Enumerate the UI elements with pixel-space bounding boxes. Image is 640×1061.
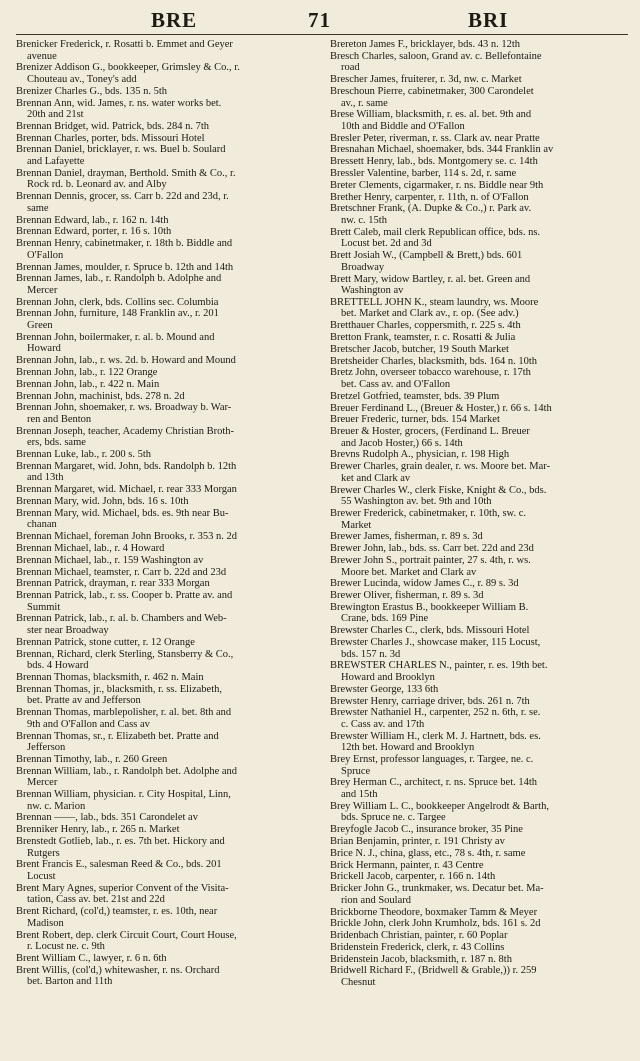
entry-line: BRETTELL JOHN K., steam laundry, ws. Moore (330, 296, 539, 308)
directory-entry (330, 930, 628, 942)
page-header (16, 6, 628, 32)
entry-continuation-line: Mercer (27, 284, 58, 296)
directory-entry (330, 250, 628, 273)
directory-entry (330, 74, 628, 86)
entry-continuation-line: ren and Benton (27, 413, 92, 425)
directory-entry (16, 262, 314, 274)
entry-line: Brennan John, lab., r. 422 n. Main (16, 378, 160, 390)
entry-line: Brenniker Henry, lab., r. 265 n. Market (16, 824, 180, 836)
directory-entry (16, 355, 314, 367)
entry-continuation-line: bds. 157 n. 3d (341, 648, 401, 660)
directory-entry (330, 144, 628, 156)
left-column (16, 39, 314, 989)
entry-line: Brey Ernst, professor languages, r. Targee, ne. c. (330, 754, 534, 766)
entry-line: Bresnahan Michael, shoemaker, bds. 344 Franklin av (330, 144, 554, 156)
entry-line: Brennan John, shoemaker, r. ws. Broadway b. War- (16, 402, 232, 414)
directory-entry (330, 203, 628, 226)
entry-line: Brese William, blacksmith, r. es. al. bet. 9th and (330, 109, 532, 121)
entry-line: Brennan John, lab., r. ws. 2d. b. Howard and Mound (16, 355, 236, 367)
entry-line: Bridenstein Frederick, clerk, r. 43 Collins (330, 941, 505, 953)
directory-entry (330, 426, 628, 449)
directory-entry (16, 86, 314, 98)
entry-line: Brennan Patrick, drayman, r. rear 333 Morgan (16, 578, 210, 590)
directory-entry (330, 297, 628, 320)
entry-line: Brennan Charles, porter, bds. Missouri Hotel (16, 132, 205, 144)
directory-entry (16, 754, 314, 766)
entry-line: Brenizer Addison G., bookkeeper, Grimsley & Co., r. (16, 62, 240, 74)
entry-line: Bretscher Jacob, butcher, 19 South Market (330, 343, 509, 355)
directory-entry (330, 684, 628, 696)
entry-line: Brennan Ann, wid. James, r. ns. water works bet. (16, 97, 222, 109)
directory-entry (16, 824, 314, 836)
directory-entry (16, 133, 314, 145)
directory-entry (16, 308, 314, 331)
entry-line: Breschoun Pierre, cabinetmaker, 300 Carondelet (330, 85, 534, 97)
entry-continuation-line: Howard (27, 343, 61, 355)
directory-entry (16, 649, 314, 672)
directory-entry (16, 953, 314, 965)
directory-entry (16, 367, 314, 379)
directory-entry (16, 226, 314, 238)
directory-entry (16, 215, 314, 227)
directory-entry (330, 39, 628, 51)
entry-continuation-line: avenue (27, 50, 57, 62)
entry-line: Brennan Henry, cabinetmaker, r. 18th b. Biddle and (16, 238, 233, 250)
entry-line: Brewster Charles J., showcase maker, 115 Locust, (330, 637, 541, 649)
directory-entry (330, 320, 628, 332)
directory-entry (330, 156, 628, 168)
directory-entry (16, 859, 314, 882)
entry-line: Brennan Daniel, bricklayer, r. ws. Buel b. Soulard (16, 144, 226, 156)
directory-entry (16, 449, 314, 461)
entry-continuation-line: av., r. same (341, 97, 388, 109)
entry-line: Brewer John S., portrait painter, 27 s. 4th, r. ws. (330, 554, 531, 566)
entry-line: Bretsheider Charles, blacksmith, bds. 164 n. 10th (330, 355, 538, 367)
entry-line: BREWSTER CHARLES N., painter, r. es. 19th bet. (330, 660, 548, 672)
entry-line: Brescher James, fruiterer, r. 3d, nw. c. Market (330, 74, 522, 86)
entry-line: Brent Mary Agnes, superior Convent of the Visita- (16, 882, 229, 894)
directory-entry (330, 543, 628, 555)
directory-entry (16, 39, 314, 62)
directory-entry (330, 731, 628, 754)
directory-entry (16, 98, 314, 121)
entry-line: Brewster Nathaniel H., carpenter, 252 n. 6th, r. se. (330, 707, 541, 719)
entry-line: Brickle John, clerk John Krumholz, bds. 161 s. 2d (330, 918, 541, 930)
entry-line: Brewster Henry, carriage driver, bds. 261 n. 7th (330, 695, 530, 707)
directory-entry (330, 531, 628, 543)
directory-entry (330, 461, 628, 484)
entry-line: Brian Benjamin, printer, r. 191 Christy av (330, 836, 505, 847)
directory-entry (16, 731, 314, 754)
entry-line: Brennan Patrick, stone cutter, r. 12 Orange (16, 636, 195, 648)
directory-entry (16, 484, 314, 496)
directory-entry (330, 133, 628, 145)
directory-entry (16, 496, 314, 508)
directory-entry (330, 848, 628, 860)
entry-continuation-line: Rock rd. b. Leonard av. and Alby (27, 179, 167, 191)
entry-continuation-line: r. Locust ne. c. 9th (27, 941, 105, 953)
directory-entry (330, 274, 628, 297)
directory-entry (330, 590, 628, 602)
entry-line: Brennan, Richard, clerk Sterling, Stansberry & Co., (16, 648, 234, 660)
entry-line: Brennan Bridget, wid. Patrick, bds. 284 n. 7th (16, 120, 210, 132)
directory-entry (330, 637, 628, 660)
entry-continuation-line: Madison (27, 917, 64, 929)
header-right-guide-word: BRI (468, 8, 509, 32)
directory-entry (330, 192, 628, 204)
entry-line: Brennan Michael, foreman John Brooks, r. 353 n. 2d (16, 531, 238, 543)
entry-line: Brewer Frederick, cabinetmaker, r. 10th, sw. c. (330, 508, 526, 519)
entry-line: Brennan Mary, wid. Michael, bds. es. 9th near Bu- (16, 507, 229, 519)
directory-entry (330, 51, 628, 74)
entry-line: Bridenstein Jacob, blacksmith, r. 187 n. 8th (330, 953, 512, 965)
entry-continuation-line: nw. c. 15th (341, 214, 387, 226)
directory-entry (330, 871, 628, 883)
directory-entry (16, 578, 314, 590)
entry-continuation-line: 10th and Biddle and O'Fallon (341, 120, 465, 132)
entry-line: Brewster William H., clerk M. J. Hartnett, bds. es. (330, 730, 541, 742)
directory-entry (16, 789, 314, 812)
entry-line: Brennan Margaret, wid. John, bds. Randolph b. 12th (16, 460, 237, 472)
entry-line: Brett Mary, widow Bartley, r. al. bet. Green and (330, 273, 531, 285)
entry-continuation-line: Locust (27, 870, 56, 882)
directory-entry (330, 168, 628, 180)
entry-line: Brewer Charles, grain dealer, r. ws. Moore bet. Mar- (330, 461, 551, 473)
entry-line: Brether Henry, carpenter, r. 11th, n. of O'Fallon (330, 191, 529, 203)
directory-entry (330, 578, 628, 590)
directory-entry (16, 402, 314, 425)
directory-entry (330, 109, 628, 132)
entry-continuation-line: ers, bds. same (27, 437, 86, 449)
directory-entry (330, 954, 628, 966)
entry-line: Brewer Oliver, fisherman, r. 89 s. 3d (330, 590, 484, 602)
entry-continuation-line: rion and Soulard (341, 894, 411, 906)
directory-entry (16, 543, 314, 555)
directory-entry (330, 508, 628, 531)
entry-continuation-line: ster near Broadway (27, 625, 109, 637)
entry-line: Brennan Dennis, grocer, ss. Carr b. 22d and 23d, r. (16, 191, 229, 203)
directory-entry (16, 613, 314, 636)
entry-line: Brenizer Charles G., bds. 135 n. 5th (16, 85, 168, 97)
entry-line: Brennan Thomas, blacksmith, r. 462 n. Main (16, 672, 204, 683)
directory-entry (16, 391, 314, 403)
directory-entry (330, 696, 628, 708)
directory-entry (16, 297, 314, 309)
header-rule (16, 34, 628, 35)
entry-line: Brennan James, moulder, r. Spruce b. 12th and 14th (16, 261, 234, 273)
directory-entry (330, 391, 628, 403)
entry-line: Brereton James F., bricklayer, bds. 43 n. 12th (330, 39, 521, 50)
entry-line: Brent Robert, dep. clerk Circuit Court, Court House, (16, 929, 237, 941)
entry-line: Brennan John, furniture, 148 Franklin av., r. 201 (16, 308, 219, 320)
entry-continuation-line: ket and Clark av (341, 472, 411, 484)
entry-line: Brennan Thomas, jr., blacksmith, r. ss. Elizabeth, (16, 683, 222, 695)
directory-entry (330, 485, 628, 508)
entry-line: Brennan ——, lab., bds. 351 Carondelet av (16, 812, 198, 824)
directory-entry (330, 965, 628, 988)
entry-continuation-line: bet. Market and Clark av., r. op. (See adv.) (341, 308, 519, 320)
entry-line: Brennan Michael, lab., r. 4 Howard (16, 542, 165, 554)
directory-entry (16, 766, 314, 789)
directory-entry (16, 461, 314, 484)
entry-continuation-line: and 15th (341, 789, 378, 801)
directory-entry (330, 625, 628, 637)
directory-entry (330, 356, 628, 368)
entry-continuation-line: Summit (27, 601, 61, 613)
entry-line: Brennan Edward, porter, r. 16 s. 10th (16, 226, 172, 238)
entry-continuation-line: c. Cass av. and 17th (341, 718, 425, 730)
entry-line: Breuer Ferdinand L., (Breuer & Hoster,) r. 66 s. 14th (330, 402, 552, 414)
directory-entry (16, 883, 314, 906)
directory-entry (330, 918, 628, 930)
entry-line: Brenstedt Gotlieb, lab., r. es. 7th bet. Hickory and (16, 836, 225, 847)
entry-line: Breter Clements, cigarmaker, r. ns. Biddle near 9th (330, 179, 544, 191)
entry-continuation-line: Moore bet. Market and Clark av (341, 566, 477, 578)
directory-entry (330, 180, 628, 192)
entry-line: Brett Josiah W., (Campbell & Brett,) bds. 601 (330, 250, 523, 262)
entry-continuation-line: Howard and Brooklyn (341, 672, 435, 683)
entry-line: Bressler Valentine, barber, 114 s. 2d, r. same (330, 168, 517, 180)
directory-entry (16, 567, 314, 579)
directory-entry (330, 555, 628, 578)
entry-line: Brewster George, 133 6th (330, 683, 439, 695)
entry-continuation-line: Mercer (27, 777, 58, 789)
entry-continuation-line: Spruce (341, 765, 371, 777)
directory-entry (330, 86, 628, 109)
entry-continuation-line: Locust bet. 2d and 3d (341, 238, 432, 250)
entry-line: Brennan John, clerk, bds. Collins sec. Columbia (16, 296, 219, 308)
entry-line: Brennan Patrick, lab., r. ss. Cooper b. Pratte av. and (16, 590, 233, 602)
entry-continuation-line: Green (27, 320, 53, 332)
directory-entry (330, 860, 628, 872)
directory-entry (16, 930, 314, 953)
entry-line: Brennan Michael, lab., r. 159 Washington av (16, 554, 204, 566)
entry-line: Brennan Thomas, marblepolisher, r. al. bet. 8th and (16, 707, 232, 719)
directory-entry (16, 238, 314, 261)
entry-continuation-line: chanan (27, 519, 57, 531)
entry-continuation-line: and Jacob Hoster,) 66 s. 14th (341, 437, 463, 449)
directory-entry (16, 508, 314, 531)
entry-line: Brennan Michael, teamster, r. Carr b. 22d and 23d (16, 566, 227, 578)
directory-entry (16, 144, 314, 167)
entry-continuation-line: Jefferson (27, 742, 66, 754)
entry-continuation-line: tation, Cass av. bet. 21st and 22d (27, 894, 165, 906)
directory-entry (330, 367, 628, 390)
entry-line: Bretz John, overseer tobacco warehouse, r. 17th (330, 367, 531, 379)
entry-continuation-line: road (341, 62, 360, 74)
directory-entry (16, 637, 314, 649)
entry-line: Brett Caleb, mail clerk Republican office, bds. ns. (330, 226, 541, 238)
entry-continuation-line: and Lafayette (27, 156, 85, 168)
entry-line: Brevns Rudolph A., physician, r. 198 High (330, 449, 510, 461)
entry-line: Bresch Charles, saloon, Grand av. c. Bellefontaine (330, 50, 542, 62)
entry-line: Brennan Mary, wid. John, bds. 16 s. 10th (16, 496, 189, 508)
entry-continuation-line: bet. Cass av. and O'Fallon (341, 378, 451, 390)
entry-line: Breuer Frederic, turner, bds. 154 Market (330, 414, 500, 426)
entry-line: Brennan Thomas, sr., r. Elizabeth bet. Pratte and (16, 730, 219, 742)
entry-line: Brickborne Theodore, boxmaker Tamm & Meyer (330, 906, 538, 918)
entry-line: Brice N. J., china, glass, etc., 78 s. 4th, r. same (330, 847, 526, 859)
entry-continuation-line: bet. Pratte av and Jefferson (27, 695, 141, 707)
entry-line: Brennan James, lab., r. Randolph b. Adolphe and (16, 273, 222, 285)
entry-line: Brenicker Frederick, r. Rosatti b. Emmet and Geyer (16, 39, 233, 50)
directory-entry (16, 707, 314, 730)
directory-entry (16, 906, 314, 929)
directory-entry (16, 672, 314, 684)
directory-entry (330, 754, 628, 777)
directory-entry (16, 531, 314, 543)
directory-entry (330, 449, 628, 461)
directory-entry (330, 707, 628, 730)
entry-line: Brewster Charles C., clerk, bds. Missouri Hotel (330, 625, 530, 637)
entry-line: Bretton Frank, teamster, r. c. Rosatti & Julia (330, 332, 516, 344)
entry-line: Brewer John, lab., bds. ss. Carr bet. 22d and 23d (330, 543, 534, 555)
entry-line: Breyfogle Jacob C., insurance broker, 35 Pine (330, 824, 523, 836)
entry-line: Brennan Edward, lab., r. 162 n. 14th (16, 214, 169, 226)
directory-entry (330, 942, 628, 954)
directory-entry (16, 62, 314, 85)
entry-continuation-line: Chesnut (341, 977, 376, 988)
entry-line: Brennan John, machinist, bds. 278 n. 2d (16, 390, 185, 402)
entry-continuation-line: and 13th (27, 472, 64, 484)
header-left-guide-word: BRE (151, 8, 198, 32)
entry-line: Breuer & Hoster, grocers, (Ferdinand L. Breuer (330, 426, 530, 438)
entry-continuation-line: bds. 4 Howard (27, 660, 89, 672)
entry-continuation-line: 55 Washington av. bet. 9th and 10th (341, 496, 492, 508)
directory-entry (16, 121, 314, 133)
entry-continuation-line: Broadway (341, 261, 385, 273)
directory-entry (330, 414, 628, 426)
directory-entry (330, 907, 628, 919)
directory-entry (16, 168, 314, 191)
entry-line: Brick Hermann, painter, r. 43 Centre (330, 859, 484, 871)
directory-entry (330, 660, 628, 683)
entry-line: Bresler Peter, riverman, r. ss. Clark av. near Pratte (330, 132, 540, 144)
directory-entry (16, 812, 314, 824)
page-number: 71 (308, 8, 331, 32)
entry-continuation-line: nw. c. Marion (27, 800, 86, 812)
directory-entry (16, 191, 314, 214)
directory-entry (330, 777, 628, 800)
directory-entry (330, 344, 628, 356)
entry-line: Brennan John, boilermaker, r. al. b. Mound and (16, 331, 215, 343)
entry-continuation-line: Crane, bds. 169 Pine (341, 613, 429, 625)
entry-continuation-line: same (27, 202, 49, 214)
entry-continuation-line: 12th bet. Howard and Brooklyn (341, 742, 475, 754)
entry-continuation-line: bds. Spruce ne. c. Targee (341, 812, 446, 824)
entry-line: Bretzel Gotfried, teamster, bds. 39 Plum (330, 390, 500, 402)
directory-entry (330, 883, 628, 906)
entry-continuation-line: Rutgers (27, 847, 60, 859)
entry-line: Brennan Luke, lab., r. 200 s. 5th (16, 449, 152, 461)
directory-entry (16, 684, 314, 707)
entry-line: Brickell Jacob, carpenter, r. 166 n. 14th (330, 871, 496, 883)
entry-line: Brewer James, fisherman, r. 89 s. 3d (330, 531, 483, 543)
entry-continuation-line: 9th and O'Fallon and Cass av (27, 718, 150, 730)
entry-line: Brennan Patrick, lab., r. al. b. Chambers and Web- (16, 613, 227, 625)
entry-line: Brennan Joseph, teacher, Academy Christian Broth- (16, 425, 234, 437)
directory-entry (330, 227, 628, 250)
directory-entry (16, 379, 314, 391)
entry-line: Brent Francis E., salesman Reed & Co., bds. 201 (16, 859, 222, 871)
directory-entry (16, 590, 314, 613)
entry-line: Brewington Erastus B., bookkeeper William B. (330, 601, 529, 613)
entry-line: Brennan John, lab., r. 122 Orange (16, 367, 158, 378)
directory-entry (330, 836, 628, 848)
entry-continuation-line: Market (341, 519, 372, 531)
entry-line: Brennan Margaret, wid. Michael, r. rear 333 Morgan (16, 484, 237, 496)
entry-line: Brey Herman C., architect, r. ns. Spruce bet. 14th (330, 777, 538, 789)
directory-entry (330, 602, 628, 625)
columns (16, 39, 628, 989)
entry-line: Bressett Henry, lab., bds. Montgomery se. c. 14th (330, 156, 538, 168)
entry-line: Bridenbach Christian, painter, r. 60 Poplar (330, 930, 508, 942)
entry-line: Brennan Daniel, drayman, Berthold. Smith & Co., r. (16, 167, 236, 179)
entry-continuation-line: bet. Barton and 11th (27, 976, 113, 988)
entry-line: Brewer Charles W., clerk Fiske, Knight & Co., bds. (330, 484, 547, 496)
entry-line: Brennan Timothy, lab., r. 260 Green (16, 753, 168, 765)
entry-line: Bretschner Frank, (A. Dupke & Co.,) r. Park av. (330, 203, 532, 215)
entry-line: Bretthauer Charles, coppersmith, r. 225 s. 4th (330, 320, 521, 332)
directory-entry (16, 555, 314, 567)
entry-line: Brennan William, physician. r. City Hospital, Linn, (16, 789, 231, 801)
directory-entry (16, 426, 314, 449)
entry-line: Brent William C., lawyer, r. 6 n. 6th (16, 952, 167, 964)
entry-line: Bridwell Richard F., (Bridwell & Grable,)) r. 259 (330, 965, 537, 977)
entry-line: Brey William L. C., bookkeeper Angelrodt & Barth, (330, 800, 549, 812)
entry-continuation-line: Washington av (341, 285, 404, 297)
directory-entry (16, 273, 314, 296)
directory-entry (16, 332, 314, 355)
entry-continuation-line: 20th and 21st (27, 109, 84, 121)
directory-entry (330, 824, 628, 836)
directory-entry (330, 403, 628, 415)
directory-entry (330, 801, 628, 824)
entry-continuation-line: Chouteau av., Toney's add (27, 73, 137, 85)
entry-line: Brennan William, lab., r. Randolph bet. Adolphe and (16, 765, 238, 777)
directory-entry (16, 965, 314, 988)
entry-continuation-line: O'Fallon (27, 249, 64, 261)
entry-line: Brent Willis, (col'd,) whitewasher, r. ns. Orchard (16, 964, 220, 976)
entry-line: Bricker John G., trunkmaker, ws. Decatur bet. Ma- (330, 883, 544, 895)
right-column (330, 39, 628, 989)
directory-entry (16, 836, 314, 859)
entry-line: Brent Richard, (col'd,) teamster, r. es. 10th, near (16, 906, 218, 918)
directory-entry (330, 332, 628, 344)
entry-line: Brewer Lucinda, widow James C., r. 89 s. 3d (330, 578, 519, 590)
